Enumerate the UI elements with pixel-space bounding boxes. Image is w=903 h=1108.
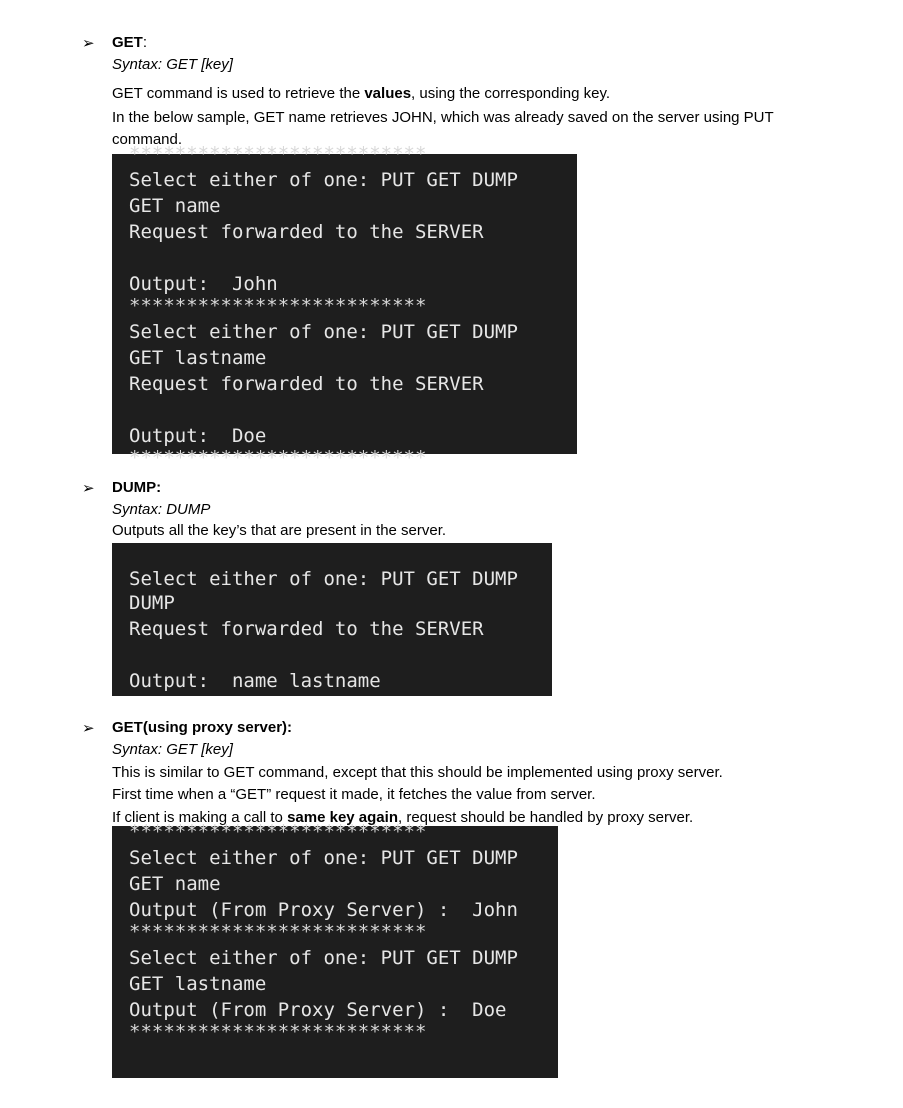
terminal-cutoff-stars: ************************** (129, 447, 427, 469)
terminal-line: Select either of one: PUT GET DUMP (129, 568, 518, 590)
terminal-line: Select either of one: PUT GET DUMP (129, 947, 518, 969)
terminal-line: GET name (129, 873, 221, 895)
terminal-line: GET lastname (129, 347, 267, 369)
terminal-line: Request forwarded to the SERVER (129, 618, 484, 640)
get-title-suffix: : (142, 34, 148, 51)
terminal-line: Request forwarded to the SERVER (129, 221, 484, 243)
get-syntax: Syntax: GET [key] (112, 56, 233, 73)
terminal-line: Output: name lastname (129, 670, 381, 692)
get-heading (112, 33, 147, 53)
terminal-line: Output: Doe (129, 425, 267, 447)
terminal-cutoff-stars: ************************** (129, 143, 427, 165)
terminal-line: Output (From Proxy Server) : Doe (129, 999, 507, 1021)
get-desc-1-post: , using the corresponding key. (411, 85, 611, 102)
dump-desc-1: Outputs all the key’s that are present in the server. (112, 522, 447, 539)
get-title: GET (112, 34, 143, 51)
proxy-desc-1: This is similar to GET command, except that this should be implemented using proxy server. (112, 764, 723, 781)
terminal-line: ************************** (129, 921, 427, 943)
terminal-line: ************************** (129, 821, 427, 843)
terminal-line: Output: John (129, 273, 278, 295)
terminal-line: ************************** (129, 1021, 427, 1043)
proxy-desc-3-bold: same key again (287, 809, 398, 826)
terminal-line: ************************** (129, 295, 427, 317)
terminal-line: Select either of one: PUT GET DUMP (129, 847, 518, 869)
proxy-desc-3-post: , request should be handled by proxy server. (397, 809, 694, 826)
terminal-line: Output (From Proxy Server) : John (129, 899, 518, 921)
get-desc-1-pre: GET command is used to retrieve the (112, 85, 365, 102)
dump-syntax: Syntax: DUMP (112, 501, 211, 518)
bullet-arrow-icon: ➢ (82, 34, 95, 52)
get-desc-3: command. (112, 131, 183, 148)
terminal-line: GET lastname (129, 973, 267, 995)
get-desc-1 (112, 84, 610, 104)
terminal-line: GET name (129, 195, 221, 217)
proxy-desc-2: First time when a “GET” request it made, it fetches the value from server. (112, 786, 596, 803)
get-desc-2: In the below sample, GET name retrieves JOHN, which was already saved on the server using PUT (112, 109, 774, 126)
proxy-desc-3-pre: If client is making a call to (112, 809, 288, 826)
get-terminal-screenshot (112, 143, 577, 469)
bullet-arrow-icon: ➢ (82, 719, 95, 737)
proxy-syntax: Syntax: GET [key] (112, 741, 233, 758)
terminal-line: DUMP (129, 592, 175, 614)
get-desc-1-bold: values (364, 85, 412, 102)
terminal-line: Select either of one: PUT GET DUMP (129, 169, 518, 191)
dump-terminal-screenshot (112, 543, 552, 696)
terminal-line: Select either of one: PUT GET DUMP (129, 321, 518, 343)
proxy-title: GET(using proxy server): (112, 719, 293, 736)
proxy-terminal-screenshot (112, 821, 558, 1078)
terminal-line: Request forwarded to the SERVER (129, 373, 484, 395)
bullet-arrow-icon: ➢ (82, 479, 95, 497)
dump-title: DUMP: (112, 479, 162, 496)
